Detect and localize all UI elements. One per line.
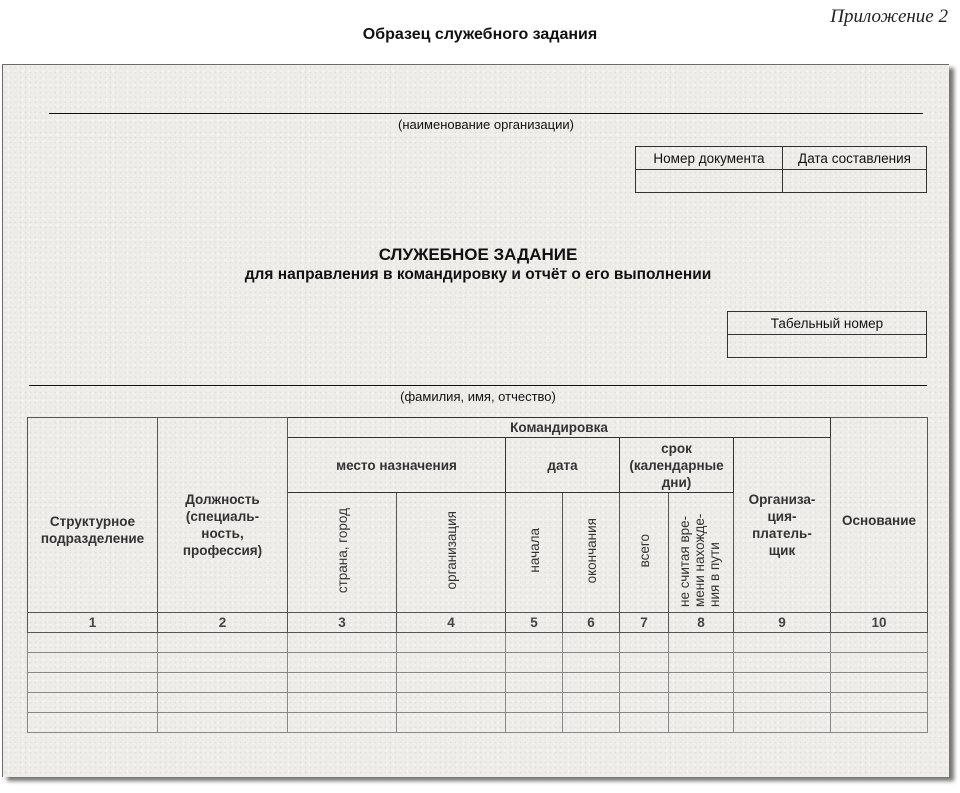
header-excluding-travel: не считая вре-мени нахожде-ния в пути — [677, 513, 722, 607]
table-cell[interactable] — [28, 713, 158, 733]
table-cell[interactable] — [506, 633, 563, 653]
table-cell[interactable] — [669, 653, 734, 673]
header-date-group: дата — [506, 438, 620, 493]
doc-date-field[interactable] — [783, 170, 927, 193]
header-total-days: всего — [636, 533, 652, 568]
header-position: Должность (специаль-ность, профессия) — [158, 418, 288, 613]
table-cell[interactable] — [563, 713, 620, 733]
header-payer-org: Организа-ция-платель-щик — [734, 438, 831, 613]
doc-number-table — [635, 146, 927, 193]
table-cell[interactable] — [734, 693, 831, 713]
table-cell[interactable] — [563, 633, 620, 653]
column-numbers-row — [28, 613, 928, 633]
fio-line — [29, 385, 927, 386]
table-cell[interactable] — [288, 633, 397, 653]
column-number: 9 — [734, 613, 831, 633]
header-term-group: срок (календарные дни) — [620, 438, 734, 493]
table-cell[interactable] — [397, 693, 506, 713]
table-cell[interactable] — [397, 673, 506, 693]
organization-line — [49, 113, 923, 114]
table-cell[interactable] — [734, 633, 831, 653]
table-cell[interactable] — [669, 633, 734, 653]
table-cell[interactable] — [506, 673, 563, 693]
doc-number-field[interactable] — [636, 170, 783, 193]
table-cell[interactable] — [734, 653, 831, 673]
header-destination-group: место назначения — [288, 438, 506, 493]
table-cell[interactable] — [506, 713, 563, 733]
table-cell[interactable] — [734, 673, 831, 693]
column-number: 2 — [158, 613, 288, 633]
doc-date-header: Дата составления — [783, 147, 927, 170]
table-cell[interactable] — [734, 713, 831, 733]
column-number: 7 — [620, 613, 669, 633]
appendix-label: Приложение 2 — [830, 6, 948, 27]
table-row — [28, 653, 928, 673]
table-cell[interactable] — [158, 673, 288, 693]
document-title-main: СЛУЖЕБНОЕ ЗАДАНИЕ — [378, 245, 578, 264]
table-cell[interactable] — [28, 673, 158, 693]
tab-number-table — [727, 311, 927, 358]
table-cell[interactable] — [288, 693, 397, 713]
table-cell[interactable] — [620, 653, 669, 673]
column-number: 5 — [506, 613, 563, 633]
header-structural-unit: Структурное подразделение — [28, 418, 158, 613]
document-subtitle: для направления в командировку и отчёт о его выполнении — [244, 266, 712, 283]
table-cell[interactable] — [620, 693, 669, 713]
trip-table — [27, 417, 928, 733]
table-cell[interactable] — [158, 633, 288, 653]
table-cell[interactable] — [28, 633, 158, 653]
header-trip-group: Командировка — [288, 418, 831, 438]
table-cell[interactable] — [620, 713, 669, 733]
table-cell[interactable] — [669, 673, 734, 693]
table-row — [28, 693, 928, 713]
tab-number-header: Табельный номер — [728, 312, 927, 335]
doc-number-header: Номер документа — [636, 147, 783, 170]
table-cell[interactable] — [506, 653, 563, 673]
organization-caption: (наименование организации) — [398, 117, 574, 132]
header-country-city: страна, город — [334, 507, 350, 594]
table-cell[interactable] — [158, 693, 288, 713]
header-basis: Основание — [831, 418, 928, 613]
column-number: 6 — [563, 613, 620, 633]
table-cell[interactable] — [831, 713, 928, 733]
table-cell[interactable] — [831, 633, 928, 653]
table-cell[interactable] — [288, 673, 397, 693]
header-start-date: начала — [526, 528, 542, 573]
table-cell[interactable] — [620, 633, 669, 653]
table-cell[interactable] — [158, 713, 288, 733]
sample-title: Образец служебного задания — [362, 26, 598, 43]
table-cell[interactable] — [397, 713, 506, 733]
table-row — [28, 673, 928, 693]
table-cell[interactable] — [288, 713, 397, 733]
column-number: 1 — [28, 613, 158, 633]
table-cell[interactable] — [831, 693, 928, 713]
table-cell[interactable] — [28, 653, 158, 673]
table-cell[interactable] — [563, 673, 620, 693]
document-title — [3, 245, 953, 285]
table-cell[interactable] — [831, 673, 928, 693]
table-cell[interactable] — [288, 653, 397, 673]
table-row — [28, 633, 928, 653]
table-cell[interactable] — [563, 693, 620, 713]
column-number: 4 — [397, 613, 506, 633]
blank-rows — [28, 633, 928, 733]
table-cell[interactable] — [397, 653, 506, 673]
header-end-date: окончания — [583, 517, 599, 584]
table-cell[interactable] — [28, 693, 158, 713]
form-sheet — [2, 64, 949, 777]
header-organization: организация — [443, 511, 459, 590]
table-cell[interactable] — [397, 633, 506, 653]
table-cell[interactable] — [506, 693, 563, 713]
table-cell[interactable] — [831, 653, 928, 673]
table-cell[interactable] — [158, 653, 288, 673]
fio-caption: (фамилия, имя, отчество) — [400, 389, 556, 404]
column-number: 10 — [831, 613, 928, 633]
column-number: 3 — [288, 613, 397, 633]
tab-number-field[interactable] — [728, 335, 927, 358]
table-cell[interactable] — [669, 713, 734, 733]
table-cell[interactable] — [669, 693, 734, 713]
column-number: 8 — [669, 613, 734, 633]
table-cell[interactable] — [620, 673, 669, 693]
table-row — [28, 713, 928, 733]
table-cell[interactable] — [563, 653, 620, 673]
